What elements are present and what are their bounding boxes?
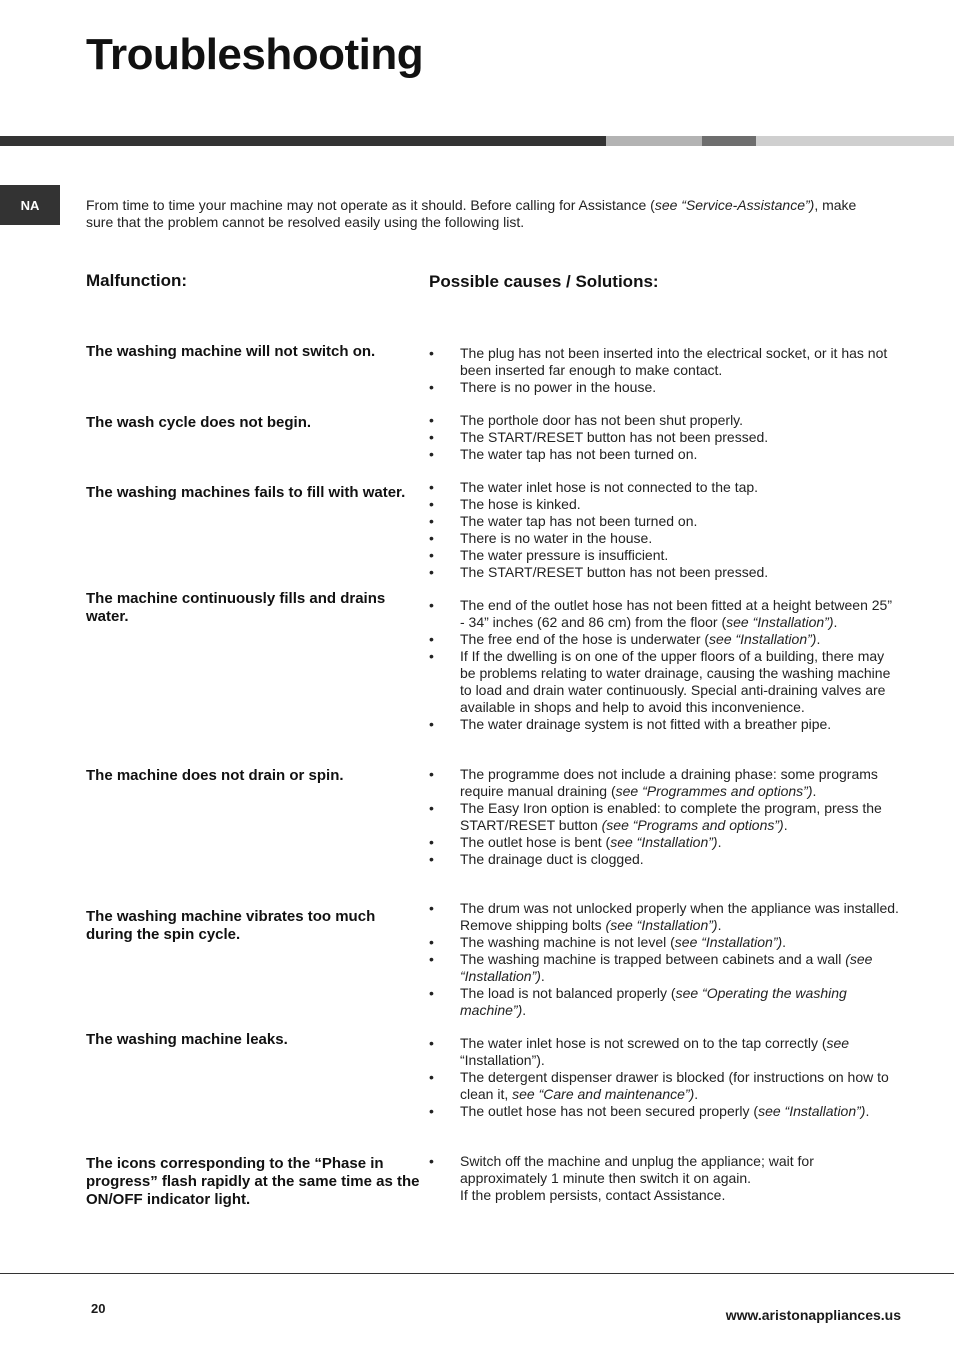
cause-text: There is no water in the house. <box>460 530 653 546</box>
causes-list <box>429 900 899 1019</box>
bullet-icon: • <box>429 951 434 967</box>
bullet-icon: • <box>429 1103 434 1119</box>
intro-text: From time to time your machine may not operate as it should. Before calling for Assistance ( <box>86 197 655 213</box>
cause-text: There is no power in the house. <box>460 379 657 395</box>
bullet-icon: • <box>429 345 434 361</box>
header-rule <box>0 136 606 146</box>
cause-text: If If the dwelling is on one of the upper floors of a building, there may be problems relating to water drainage, causing the washing machine to load and drain water continuously. Special anti-draining valves are available in shops and help to avoid this inconvenience. <box>460 648 891 715</box>
bullet-icon: • <box>429 834 434 850</box>
bullet-icon: • <box>429 1069 434 1085</box>
malfunction-label: The icons corresponding to the “Phase in progress” flash rapidly at the same time as the ON/OFF indicator light. <box>86 1155 420 1208</box>
causes-list <box>429 345 899 396</box>
bullet-icon: • <box>429 800 434 816</box>
malfunction-label: The washing machine leaks. <box>86 1031 288 1048</box>
cause-text: . <box>812 783 817 799</box>
malfunction-label: The washing machine will not switch on. <box>86 343 376 360</box>
cause-text: The water pressure is insufficient. <box>460 547 669 563</box>
cause-text: The START/RESET button has not been pressed. <box>460 564 769 580</box>
bullet-icon: • <box>429 513 434 529</box>
cause-text: . <box>540 968 545 984</box>
intro-reference: see “Service-Assistance”) <box>654 197 815 213</box>
bullet-icon: • <box>429 446 434 462</box>
cause-text: . <box>717 834 722 850</box>
cause-text: The water inlet hose is not screwed on to the tap correctly ( <box>460 1035 827 1051</box>
cause-item <box>429 496 899 513</box>
cause-item <box>429 800 899 834</box>
malfunction-label: The machine continuously fills and drains water. <box>86 590 386 625</box>
bullet-icon: • <box>429 934 434 950</box>
cause-text: The START/RESET button has not been pressed. <box>460 429 769 445</box>
bullet-icon: • <box>429 479 434 495</box>
cause-reference: see “Operating the washing machine”) <box>460 985 847 1018</box>
bullet-icon: • <box>429 1035 434 1051</box>
intro-text-end: , make sure that the problem cannot be resolved easily using the following list. <box>86 197 857 230</box>
causes-list <box>429 479 899 581</box>
cause-text: “Installation”). <box>460 1052 545 1068</box>
cause-text: The drainage duct is clogged. <box>460 851 644 867</box>
bullet-icon: • <box>429 496 434 512</box>
cause-reference: see “Installation”) <box>610 834 718 850</box>
causes-header: Possible causes / Solutions: <box>429 272 659 291</box>
cause-reference: see <box>826 1035 850 1051</box>
cause-text: The programme does not include a draining phase: some programs require manual draining ( <box>460 766 878 799</box>
cause-text: The Easy Iron option is enabled: to complete the program, press the START/RESET button <box>460 800 882 833</box>
header-rule-segment <box>702 136 756 146</box>
bullet-icon: • <box>429 631 434 647</box>
header-rule-segment <box>606 136 702 146</box>
cause-reference: see “Installation”) <box>758 1103 866 1119</box>
cause-text: . <box>816 631 821 647</box>
malfunction-label: The machine does not drain or spin. <box>86 767 344 784</box>
causes-list <box>429 412 899 463</box>
cause-text: The load is not balanced properly ( <box>460 985 676 1001</box>
cause-reference: see “Programmes and options”) <box>615 783 813 799</box>
intro-paragraph <box>86 197 876 231</box>
bullet-icon: • <box>429 412 434 428</box>
cause-text: . <box>783 817 788 833</box>
cause-text: The hose is kinked. <box>460 496 581 512</box>
website-url: www.aristonappliances.us <box>725 1307 901 1323</box>
cause-item <box>429 429 899 446</box>
cause-item <box>429 345 899 379</box>
cause-text: The outlet hose has not been secured properly ( <box>460 1103 759 1119</box>
cause-text: . <box>717 917 722 933</box>
cause-text: The washing machine is trapped between cabinets and a wall <box>460 951 846 967</box>
cause-text: . <box>522 1002 527 1018</box>
bullet-icon: • <box>429 716 434 732</box>
bullet-icon: • <box>429 900 434 916</box>
bullet-icon: • <box>429 547 434 563</box>
malfunction-label: The washing machine vibrates too much during the spin cycle. <box>86 908 376 943</box>
cause-item <box>429 985 899 1019</box>
cause-reference: see “Installation”) <box>709 631 817 647</box>
bullet-icon: • <box>429 1153 434 1169</box>
causes-list <box>429 766 899 868</box>
cause-item <box>429 1069 899 1103</box>
cause-item <box>429 834 899 851</box>
cause-text: The outlet hose is bent ( <box>460 834 611 850</box>
cause-text: The end of the outlet hose has not been fitted at a height between 25” - 34” inches (62 and 86 cm) from the floor ( <box>460 597 892 630</box>
footer-rule <box>0 1273 954 1274</box>
cause-item <box>429 547 899 564</box>
cause-text: The water tap has not been turned on. <box>460 446 698 462</box>
bullet-icon: • <box>429 379 434 395</box>
cause-item <box>429 1103 899 1120</box>
cause-text: Switch off the machine and unplug the appliance; wait for approximately 1 minute then switch it on again. If the problem persists, contact Assistance. <box>460 1153 814 1203</box>
cause-item <box>429 900 899 934</box>
cause-text: The water tap has not been turned on. <box>460 513 698 529</box>
cause-reference: (see “Installation”) <box>605 917 718 933</box>
cause-item <box>429 564 899 581</box>
cause-text: . <box>694 1086 699 1102</box>
cause-item <box>429 1035 899 1069</box>
bullet-icon: • <box>429 597 434 613</box>
cause-reference: see “Care and maintenance”) <box>512 1086 695 1102</box>
cause-item <box>429 412 899 429</box>
cause-reference: see “Installation”) <box>674 934 783 950</box>
malfunction-label: The wash cycle does not begin. <box>86 414 312 431</box>
page-number: 20 <box>91 1301 106 1316</box>
header-rule-segment <box>756 136 954 146</box>
cause-item <box>429 530 899 547</box>
cause-text: . <box>833 614 838 630</box>
bullet-icon: • <box>429 564 434 580</box>
malfunction-header: Malfunction: <box>86 271 188 290</box>
cause-item <box>429 479 899 496</box>
cause-item <box>429 379 899 396</box>
bullet-icon: • <box>429 530 434 546</box>
cause-text: The drum was not unlocked properly when the appliance was installed. Remove shipping bolts <box>460 900 899 933</box>
bullet-icon: • <box>429 648 434 664</box>
cause-item <box>429 1153 899 1204</box>
cause-text: . <box>782 934 787 950</box>
cause-text: . <box>865 1103 870 1119</box>
cause-item <box>429 446 899 463</box>
cause-reference: (see “Programs and options”) <box>601 817 784 833</box>
cause-text: The water drainage system is not fitted with a breather pipe. <box>460 716 832 732</box>
cause-item <box>429 597 899 631</box>
bullet-icon: • <box>429 851 434 867</box>
region-tab: NA <box>0 185 60 225</box>
bullet-icon: • <box>429 766 434 782</box>
causes-list <box>429 597 899 733</box>
cause-text: The porthole door has not been shut properly. <box>460 412 744 428</box>
cause-text: The plug has not been inserted into the electrical socket, or it has not been inserted far enough to make contact. <box>460 345 888 378</box>
cause-item <box>429 648 899 716</box>
cause-item <box>429 851 899 868</box>
cause-text: The washing machine is not level ( <box>460 934 675 950</box>
cause-reference: see “Installation”) <box>726 614 834 630</box>
cause-text: The detergent dispenser drawer is blocked (for instructions on how to clean it, <box>460 1069 889 1102</box>
cause-item <box>429 716 899 733</box>
page-title: Troubleshooting <box>86 30 424 79</box>
cause-item <box>429 766 899 800</box>
causes-list <box>429 1035 899 1120</box>
cause-item <box>429 513 899 530</box>
malfunction-label: The washing machines fails to fill with water. <box>86 484 406 501</box>
cause-item <box>429 934 899 951</box>
causes-list <box>429 1153 899 1204</box>
cause-reference: (see “Installation”) <box>460 951 873 984</box>
cause-item <box>429 631 899 648</box>
cause-text: The water inlet hose is not connected to the tap. <box>460 479 759 495</box>
bullet-icon: • <box>429 985 434 1001</box>
cause-item <box>429 951 899 985</box>
cause-text: The free end of the hose is underwater ( <box>460 631 710 647</box>
bullet-icon: • <box>429 429 434 445</box>
